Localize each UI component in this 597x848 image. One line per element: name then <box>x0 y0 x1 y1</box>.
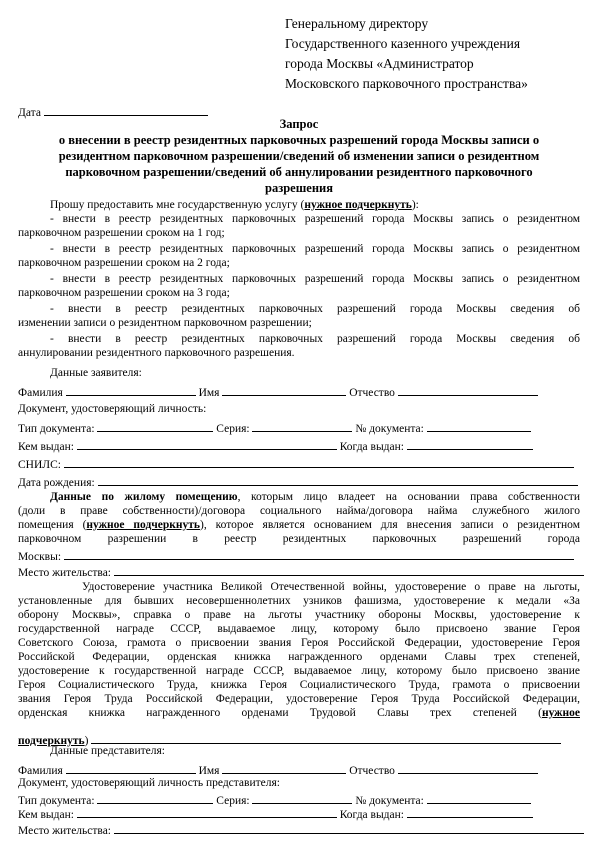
representative-place-row: Место жительства: <box>18 822 584 838</box>
request-title-line: о внесении в реестр резидентных парковочных разрешений города Москвы записи о <box>58 133 540 147</box>
representative-id-doc-label: Документ, удостоверяющий личность представителя: <box>18 777 280 789</box>
rep-issued-by-field[interactable] <box>77 806 337 818</box>
patronymic-field[interactable] <box>398 384 538 396</box>
option-change[interactable]: - внести в реестр резидентных парковочных разрешений города Москвы сведения об изменении записи о резидентном парковочном разрешении; <box>18 303 580 329</box>
request-intro: Прошу предоставить мне государственную услугу (нужное подчеркнуть): <box>50 199 419 211</box>
addressee-block <box>285 14 528 94</box>
residence-address-field[interactable] <box>64 548 574 560</box>
applicant-snils-row: СНИЛС: <box>18 456 574 472</box>
date-label: Дата <box>18 107 41 119</box>
rep-patronymic-field[interactable] <box>398 762 538 774</box>
request-title-line: резидентном парковочном разрешении/сведений об изменении записи о резидентном <box>58 149 540 163</box>
applicant-issued-row: Кем выдан: Когда выдан: <box>18 438 533 454</box>
option-cancel[interactable]: - внести в реестр резидентных парковочных разрешений города Москвы сведения об аннулировании резидентного парковочного разрешения. <box>18 333 580 359</box>
applicant-doc-row: Тип документа: Серия: № документа: <box>18 420 531 436</box>
rep-place-field[interactable] <box>114 822 584 834</box>
rep-doc-type-field[interactable] <box>97 792 213 804</box>
rep-doc-number-field[interactable] <box>427 792 531 804</box>
residence-place-field[interactable] <box>114 564 584 576</box>
representative-issued-row: Кем выдан: Когда выдан: <box>18 806 533 822</box>
request-title-line: разрешения <box>265 181 333 195</box>
applicant-header: Данные заявителя: <box>50 367 142 379</box>
rep-series-field[interactable] <box>252 792 352 804</box>
doc-number-field[interactable] <box>427 420 531 432</box>
doc-type-field[interactable] <box>97 420 213 432</box>
applicant-name-row: Фамилия Имя Отчество <box>18 384 538 400</box>
surname-field[interactable] <box>66 384 196 396</box>
benefits-field[interactable] <box>91 732 561 744</box>
benefits-end-row: подчеркнуть) <box>18 732 561 748</box>
rep-surname-field[interactable] <box>66 762 196 774</box>
request-title: Запрос <box>279 117 319 131</box>
series-field[interactable] <box>252 420 352 432</box>
option-3years[interactable]: - внести в реестр резидентных парковочных разрешений города Москвы запись о резидентном парковочном разрешении сроком на 3 года; <box>18 273 580 299</box>
addressee-line: Генеральному директору <box>285 16 429 31</box>
rep-name-field[interactable] <box>222 762 346 774</box>
date-field[interactable] <box>44 104 208 116</box>
name-field[interactable] <box>222 384 346 396</box>
request-title-line: парковочном разрешении/сведений об аннулировании резидентного парковочного <box>65 165 533 179</box>
residence-paragraph: Данные по жилому помещению, которым лицо владеет на основании права собственности (доли в праве собственности)/договора социального найма/договора найма служебного жилого помещения (нужное подчеркнуть), которое является основанием для внесения записи о резидентном парковочном разрешении в реестр резидентных парковочных разрешений города <box>18 491 580 545</box>
representative-name-row: Фамилия Имя Отчество <box>18 762 538 778</box>
addressee-line: города Москвы «Администратор <box>285 56 474 71</box>
residence-moscow-row: Москвы: <box>18 548 574 564</box>
representative-doc-row: Тип документа: Серия: № документа: <box>18 792 531 808</box>
addressee-line: Московского парковочного пространства» <box>285 76 528 91</box>
addressee-line: Государственного казенного учреждения <box>285 36 521 51</box>
representative-header: Данные представителя: <box>50 745 165 757</box>
applicant-birth-row: Дата рождения: <box>18 474 578 490</box>
issued-when-field[interactable] <box>407 438 533 450</box>
benefits-paragraph: Удостоверение участника Великой Отечественной войны, удостоверение о праве на льготы, установленные для бывших несовершеннолетних узников фашизма, удостоверение к медали «За оборону Москвы», справка о праве на льготы участнику обороны Москвы, удостоверение к государственной награде СССР, выдаваемое лицу, которому было присвоено звание Героя Советского Союза, грамота о присвоении звания Героя Российской Федерации, удостоверение Героя Российской Федерации, орденская книжка награжденного орденами Славы трех степеней, удостоверение к государственной награде СССР, выдаваемое лицу, которому было присвоено звание Героя Социалистического Труда, книжка Героя Социалистического Труда, грамота о присвоении звания Героя Труда Российской Федерации, удостоверение Героя Труда Российской Федерации, орденская книжка награжденного орденами Трудовой Славы трех степеней (нужное <box>18 581 580 719</box>
snils-field[interactable] <box>64 456 574 468</box>
applicant-id-doc-label: Документ, удостоверяющий личность: <box>18 403 207 415</box>
rep-issued-when-field[interactable] <box>407 806 533 818</box>
issued-by-field[interactable] <box>77 438 337 450</box>
option-2years[interactable]: - внести в реестр резидентных парковочных разрешений города Москвы запись о резидентном парковочном разрешении сроком на 2 года; <box>18 243 580 269</box>
option-1year[interactable]: - внести в реестр резидентных парковочных разрешений города Москвы запись о резидентном парковочном разрешении сроком на 1 год; <box>18 213 580 239</box>
residence-place-row: Место жительства: <box>18 564 584 580</box>
birth-date-field[interactable] <box>98 474 578 486</box>
